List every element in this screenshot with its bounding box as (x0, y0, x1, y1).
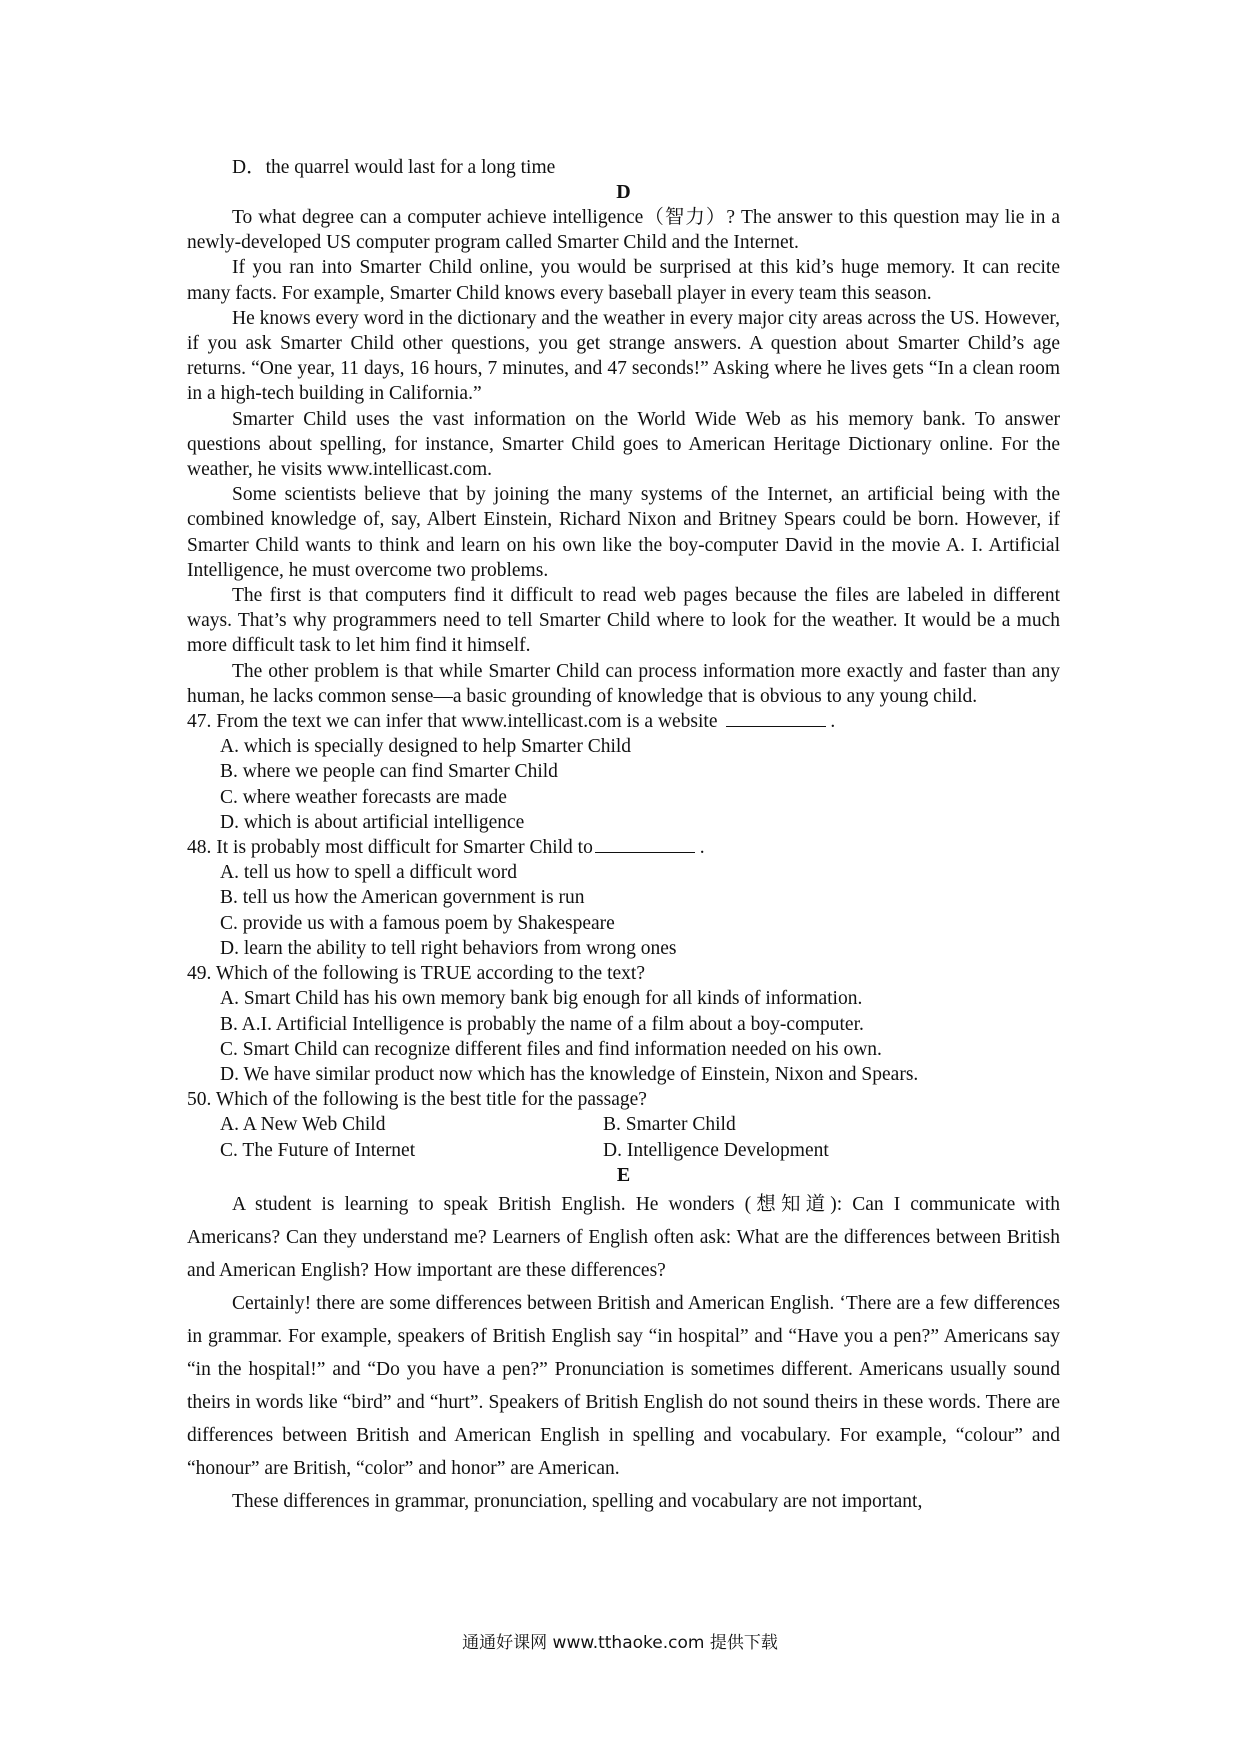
option-b: B. Smarter Child (603, 1114, 736, 1136)
passage-paragraph: He knows every word in the dictionary and the weather in every major city areas across the US. However, if you ask Smarter Child other questions, you get strange answers. A question about Smarter Child’s age returns. “One year, 11 days, 16 hours, 7 minutes, and 47 seconds!” Asking where he lives gets “In a clean room in a high-tech building in California.” (187, 307, 1060, 405)
option-a: A. Smart Child has his own memory bank big enough for all kinds of information. (220, 988, 863, 1010)
option-d: D. learn the ability to tell right behaviors from wrong ones (220, 937, 677, 959)
question-end: . (699, 837, 705, 859)
option-b: B. A.I. Artificial Intelligence is probably the name of a film about a boy-computer. (220, 1013, 864, 1035)
passage-paragraph: The first is that computers find it difficult to read web pages because the files are labeled in different ways. That’s why programmers need to tell Smarter Child where to look for the weather. It would be a much more difficult task to let him find it himself. (187, 585, 1060, 657)
section-d-heading: D (616, 181, 631, 203)
question-49 (187, 961, 1060, 1087)
option-c: C. Smart Child can recognize different files and find information needed on his own. (220, 1038, 882, 1060)
question-50 (187, 1087, 1060, 1163)
option-b: B. tell us how the American government is run (220, 887, 585, 909)
option-d: D. which is about artificial intelligence (220, 811, 525, 833)
question-stem: 49. Which of the following is TRUE according to the text? (187, 963, 645, 985)
option-c: C. The Future of Internet (220, 1139, 416, 1161)
option-d: D. Intelligence Development (603, 1139, 829, 1161)
question-47 (187, 709, 1060, 835)
question-end: . (830, 711, 836, 733)
question-48 (187, 835, 1060, 961)
question-stem: 48. It is probably most difficult for Smarter Child to (187, 837, 593, 859)
option-a: A. tell us how to spell a difficult word (220, 862, 517, 884)
option-d: D. We have similar product now which has the knowledge of Einstein, Nixon and Spears. (220, 1063, 919, 1085)
passage-paragraph: A student is learning to speak British English. He wonders (想知道): Can I communicate with Americans? Can they understand me? Learners of English often ask: What are the differences between British and American English? How important are these differences? (187, 1193, 1060, 1281)
passage-paragraph: Smarter Child uses the vast information on the World Wide Web as his memory bank. To answer questions about spelling, for instance, Smarter Child goes to American Heritage Dictionary online. For the weather, he visits www.intellicast.com. (187, 408, 1060, 481)
question-stem: 50. Which of the following is the best title for the passage? (187, 1089, 647, 1111)
option-b: B. where we people can find Smarter Child (220, 761, 558, 783)
option-c: C. provide us with a famous poem by Shakespeare (220, 912, 615, 934)
option-c: C. where weather forecasts are made (220, 786, 507, 808)
passage-paragraph: To what degree can a computer achieve intelligence（智力）? The answer to this question may lie in a newly-developed US computer program called Smarter Child and the Internet. (187, 207, 1060, 254)
answer-blank (726, 709, 826, 727)
passage-paragraph: Certainly! there are some differences between British and American English. ‘There are a few differences in grammar. For example, speakers of British English say “in hospital” and “Have you a pen?” Americans say “in the hospital!” and “Do you have a pen?” Pronunciation is sometimes different. Americans usually sound theirs in words like “bird” and “hurt”. Speakers of British English do not sound theirs in these words. There are differences between British and American English in spelling and vocabulary. For example, “colour” and “honour” are British, “color” and honor” are American. (187, 1292, 1060, 1479)
page-footer: 通通好课网 www.tthaoke.com 提供下载 (462, 1633, 778, 1653)
previous-question-option-d: D．the quarrel would last for a long time (232, 157, 556, 178)
passage-paragraph: These differences in grammar, pronunciation, spelling and vocabulary are not important, (232, 1490, 923, 1512)
passage-paragraph: If you ran into Smarter Child online, you would be surprised at this kid’s huge memory. It can recite many facts. For example, Smarter Child knows every baseball player in every team this season. (187, 257, 1060, 304)
passage-paragraph: The other problem is that while Smarter Child can process information more exactly and faster than any human, he lacks common sense—a basic grounding of knowledge that is obvious to any young child. (187, 660, 1060, 707)
document-page (187, 155, 1060, 1518)
passage-paragraph: Some scientists believe that by joining the many systems of the Internet, an artificial being with the combined knowledge of, say, Albert Einstein, Richard Nixon and Britney Spears could be born. However, if Smarter Child wants to think and learn on his own like the boy-computer David in the movie A. I. Artificial Intelligence, he must overcome two problems. (187, 484, 1060, 581)
question-stem: 47. From the text we can infer that www.intellicast.com is a website (187, 711, 718, 733)
section-e-passage (187, 1188, 1060, 1518)
answer-blank (595, 835, 695, 853)
option-a: A. A New Web Child (220, 1114, 386, 1136)
option-a: A. which is specially designed to help Smarter Child (220, 736, 632, 758)
section-d-passage (187, 205, 1060, 709)
section-e-heading: E (616, 1163, 631, 1186)
